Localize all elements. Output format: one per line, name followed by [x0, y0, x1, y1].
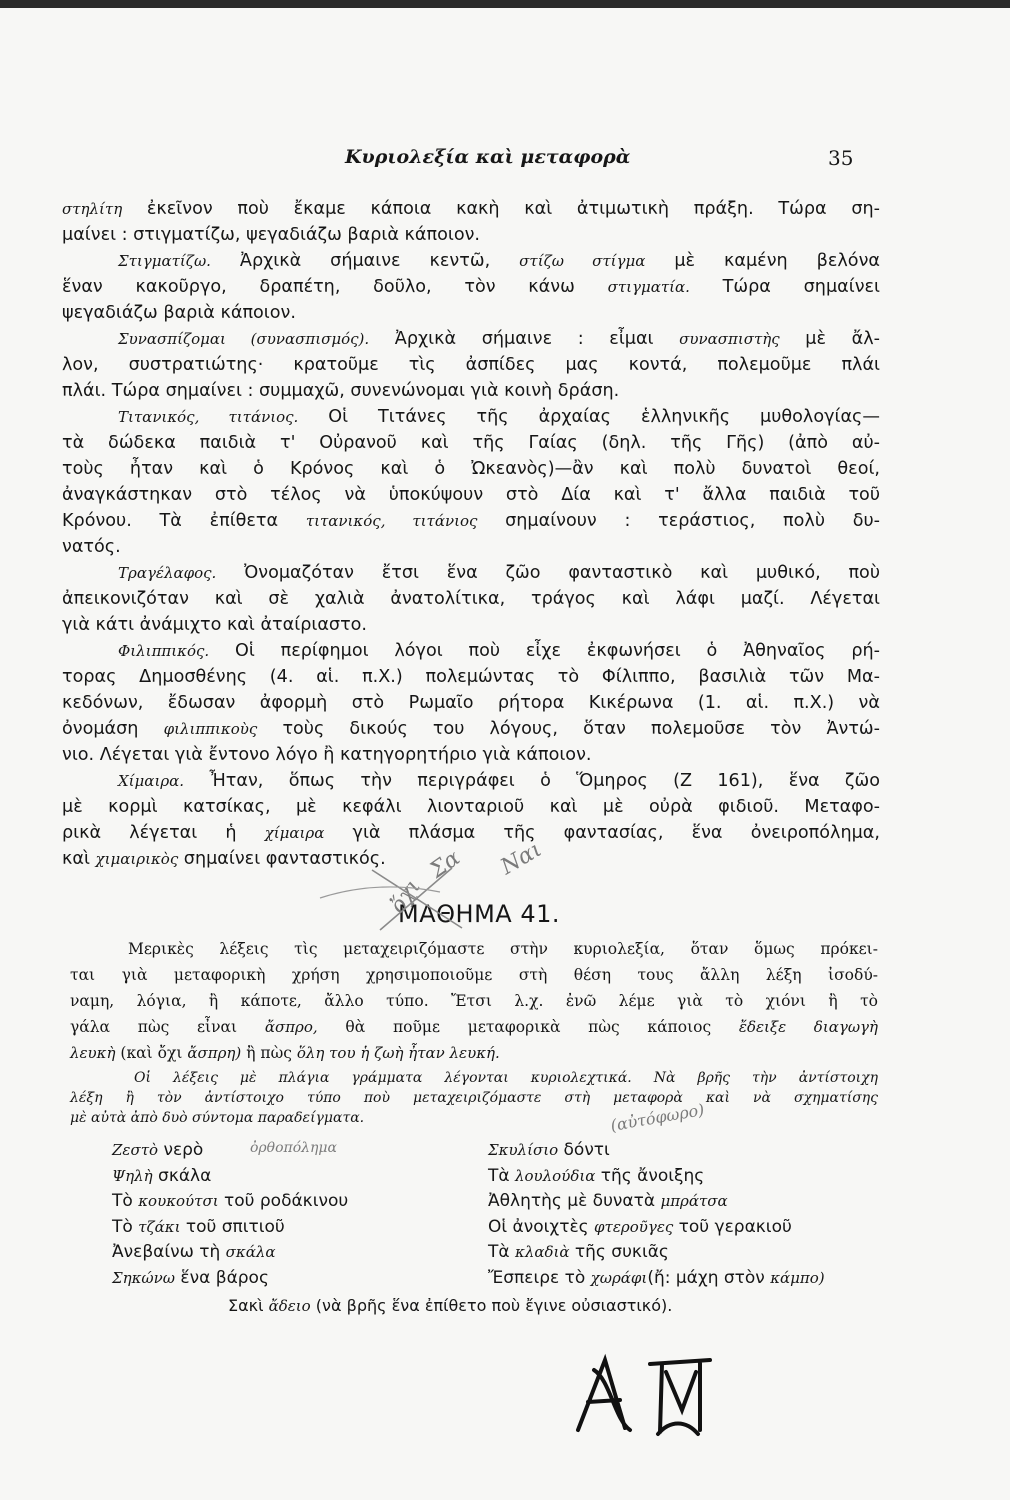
text-run: τὰ δώδεκα παιδιὰ τ' Οὐρανοῦ καὶ τῆς Γαίας (δηλ. τῆς Γῆς) (ἀπὸ αὐ- — [62, 433, 880, 453]
italic-term: Συνασπίζομαι (συνασπισμός). — [118, 330, 370, 348]
text-run: κεδόνων, ἔδωσαν ἀφορμὴ στὸ Ρωμαῖο ρήτορα Κικέρωνα (1. αἱ. π.Χ.) νὰ — [62, 693, 880, 713]
text-line — [62, 352, 880, 378]
pencil-margin-word: ὄχι — [385, 874, 426, 919]
text-line — [62, 560, 880, 586]
text-line — [62, 534, 880, 560]
pencil-mark-right: Ναι — [496, 836, 547, 881]
text-line — [62, 274, 880, 300]
example-left-item — [112, 1266, 269, 1290]
text-run: ἕναν κακοῦργο, δραπέτη, δοῦλο, τὸν κάνω — [62, 277, 608, 297]
text-run: Τὰ — [488, 1165, 515, 1186]
text-run: καὶ — [62, 849, 96, 869]
pencil-annotation-left: ὀρθοπόλημα — [250, 1140, 337, 1156]
text-line — [62, 794, 880, 820]
italic-term: στιγματία. — [607, 278, 690, 296]
paragraph — [62, 638, 880, 768]
italic-term: κουκούτσι — [138, 1192, 219, 1210]
example-right-item — [488, 1164, 704, 1188]
text-run: ἐκεῖνον ποὺ ἔκαμε κάποια κακὴ καὶ ἀτιμωτικὴ πράξη. Τώρα ση- — [122, 199, 880, 219]
text-run: Μερικὲς λέξεις τὶς μεταχειριζόμαστε στὴν κυριολεξία, ὅταν ὅμως πρόκει- — [128, 940, 878, 958]
text-line — [62, 716, 880, 742]
text-line — [62, 196, 880, 222]
text-run: Ἀρχικὰ σήμαινε κεντῶ, — [210, 251, 520, 271]
italic-term: φτεροῦγες — [594, 1217, 674, 1236]
text-run: τορας Δημοσθένης (4. αἱ. π.Χ.) πολεμώντας τὸ Φίλιππο, βασιλιὰ τῶν Μα- — [62, 667, 880, 687]
page-top-edge — [0, 0, 1010, 8]
text-line — [62, 768, 880, 794]
text-run: Τώρα σημαίνει — [689, 277, 880, 297]
paragraph — [62, 560, 880, 638]
text-run: τοῦ σπιτιοῦ — [180, 1216, 285, 1237]
example-right-item — [488, 1138, 610, 1162]
instruction-line: λέξη ἢ τὸν ἀντίστοιχο τύπο ποὺ μεταχειριζόμαστε στὴ μεταφορὰ καὶ νὰ σχηματίσης — [70, 1090, 878, 1106]
text-line — [62, 404, 880, 430]
text-line — [70, 1014, 878, 1040]
text-run: τοῦ γερακιοῦ — [673, 1216, 792, 1237]
text-run: μαίνει : στιγματίζω, ψεγαδιάζω βαριὰ κάποιον. — [62, 225, 481, 245]
text-line — [62, 378, 880, 404]
italic-term: τζάκι — [138, 1217, 181, 1236]
body-text — [62, 196, 880, 872]
italic-term: ἄσπρη) — [187, 1044, 242, 1062]
text-run: σημαίνει φανταστικός. — [178, 849, 386, 869]
text-run: ἢ πὼς — [241, 1044, 297, 1062]
text-run: Οἱ Τιτάνες τῆς ἀρχαίας ἑλληνικῆς μυθολογίας— — [298, 407, 880, 427]
text-run: Τὸ — [112, 1216, 139, 1237]
text-run: μὲ κορμὶ κατσίκας, μὲ κεφάλι λιονταριοῦ καὶ μὲ οὐρὰ φιδιοῦ. Μεταφο- — [62, 797, 880, 817]
text-run: (νὰ βρῆς ἕνα ἐπίθετο ποὺ ἔγινε οὐσιαστικό). — [310, 1296, 673, 1315]
text-run: λον, συστρατιώτης· κρατοῦμε τὶς ἀσπίδες μας κοντά, πολεμοῦμε πλάι — [62, 355, 880, 375]
exercise-instructions — [70, 1068, 878, 1128]
text-run: νερὸ — [158, 1140, 204, 1160]
example-left-item — [112, 1215, 285, 1239]
text-line — [70, 962, 878, 988]
text-line — [62, 612, 880, 638]
text-run: Ὀνομαζόταν ἔτσι ἕνα ζῶο φανταστικὸ καὶ μυθικό, ποὺ — [216, 563, 880, 583]
text-run: πλάι. Τώρα σημαίνει : συμμαχῶ, συνενώνομαι γιὰ κοινὴ δράση. — [62, 381, 620, 401]
text-run: Τὰ — [488, 1242, 515, 1262]
page-number: 35 — [828, 146, 854, 170]
text-run: ὀνομάση — [62, 719, 164, 739]
text-run: ρικὰ λέγεται ἡ — [62, 823, 265, 843]
running-title: Κυριολεξία καὶ μεταφορὰ — [345, 146, 631, 168]
italic-term: στίζω στίγμα — [519, 252, 646, 270]
text-line — [62, 222, 880, 248]
text-line — [70, 1040, 878, 1066]
italic-term: Στιγματίζω. — [118, 252, 211, 270]
text-run: (καὶ ὄχι — [115, 1044, 188, 1062]
text-run: γιὰ κάτι ἀνάμιχτο καὶ ἀταίριαστο. — [62, 615, 368, 635]
text-line — [62, 846, 880, 872]
example-left-item — [112, 1189, 348, 1213]
text-run: ναμη, λόγια, ἢ κάποτε, ἄλλο τύπο. Ἔτσι λ.χ. ἐνῶ λέμε γιὰ τὸ χιόνι ἢ τὸ — [70, 992, 878, 1010]
paragraph — [62, 768, 880, 872]
example-left-item — [112, 1164, 211, 1188]
text-run: (ἤ: μάχη στὸν — [647, 1267, 771, 1288]
text-run: σημαίνουν : τεράστιος, πολὺ δυ- — [477, 511, 881, 531]
example-right-item — [488, 1266, 825, 1290]
text-line — [62, 482, 880, 508]
text-line — [62, 586, 880, 612]
text-run: θὰ ποῦμε μεταφορικὰ πὼς κάποιος — [317, 1018, 739, 1036]
text-run: σκάλα — [152, 1165, 212, 1186]
paragraph — [62, 404, 880, 560]
italic-term: Ζεστὸ — [112, 1141, 159, 1159]
italic-term: κάμπο) — [770, 1268, 825, 1287]
text-line — [70, 988, 878, 1014]
lesson-intro — [70, 936, 878, 1066]
paragraph — [62, 196, 880, 248]
example-right-item — [488, 1189, 728, 1213]
italic-term: χωράφι — [590, 1268, 648, 1287]
example-left-item — [112, 1138, 203, 1162]
text-run: ἀναγκάστηκαν στὸ τέλος νὰ ὑποκύψουν στὸ Δία καὶ τ' ἄλλα παιδιὰ τοῦ — [62, 485, 880, 505]
text-run: τῆς ἄνοιξης — [595, 1165, 705, 1186]
text-run: Ἀνεβαίνω τὴ — [112, 1242, 226, 1262]
instruction-line: Οἱ λέξεις μὲ πλάγια γράμματα λέγονται κυριολεχτικά. Νὰ βρῆς τὴν ἀντίστοιχη — [134, 1070, 878, 1086]
italic-term: Σκυλίσιο — [488, 1141, 559, 1159]
text-line — [70, 936, 878, 962]
text-run: τοὺς δικούς του λόγους, ὅταν πολεμοῦσε τὸν Ἀντώ- — [257, 719, 880, 739]
text-line — [62, 690, 880, 716]
text-line — [62, 742, 880, 768]
text-run: Οἱ ἀνοιχτὲς — [488, 1216, 595, 1237]
example-right-item — [488, 1240, 669, 1264]
italic-term: τιτανικός, τιτάνιος — [305, 512, 478, 530]
text-run: Ἀθλητὴς μὲ δυνατὰ — [488, 1191, 661, 1211]
italic-term: Τραγέλαφος. — [118, 564, 217, 582]
example-right-item — [488, 1215, 792, 1239]
text-run: ἕνα βάρος — [175, 1267, 269, 1288]
italic-term: συνασπιστὴς — [679, 330, 780, 348]
text-run: Σακὶ — [228, 1296, 269, 1315]
italic-term: χίμαιρα — [264, 824, 325, 842]
italic-term: ἄδειο — [268, 1297, 311, 1315]
text-run: μὲ ἄλ- — [779, 329, 881, 349]
italic-term: Ψηλὴ — [112, 1166, 153, 1185]
text-run: ἀπεικονιζόταν καὶ σὲ χαλιὰ ἀνατολίτικα, τράγος καὶ λάφι μαζί. Λέγεται — [62, 589, 880, 609]
text-run: Ἀρχικὰ σήμαινε : εἶμαι — [369, 329, 680, 349]
paragraph — [62, 326, 880, 404]
text-run: Κρόνου. Τὰ ἐπίθετα — [62, 511, 306, 531]
text-run: νατός. — [62, 537, 121, 557]
text-run: ται γιὰ μεταφορικὴ χρήση χρησιμοποιοῦμε στὴ θέση τους ἄλλη λέξη ἰσοδύ- — [70, 966, 878, 984]
text-line — [62, 300, 880, 326]
text-run: γάλα πὼς εἶναι — [70, 1018, 265, 1036]
italic-term: Σηκώνω — [112, 1268, 176, 1287]
text-line — [62, 248, 880, 274]
italic-term: λευκὴ — [70, 1044, 116, 1062]
italic-term: κλαδιὰ — [515, 1243, 570, 1261]
text-run: Τὸ — [112, 1191, 139, 1211]
text-line — [62, 508, 880, 534]
text-line — [62, 456, 880, 482]
page-header — [0, 146, 1010, 176]
text-run: τῆς συκιᾶς — [569, 1242, 669, 1262]
text-run: μὲ καμένη βελόνα — [645, 251, 880, 271]
example-left-item — [112, 1240, 276, 1264]
pencil-mark-left: Σα — [425, 845, 465, 884]
text-run: γιὰ πλάσμα τῆς φαντασίας, ἕνα ὀνειροπόλημα, — [324, 823, 880, 843]
text-line — [62, 430, 880, 456]
italic-term: Φιλιππικός. — [118, 642, 210, 660]
italic-term: ἄσπρο, — [264, 1018, 318, 1036]
instruction-line: μὲ αὐτὰ ἀπὸ δυὸ σύντομα παραδείγματα. — [70, 1110, 365, 1126]
lesson-title: ΜΑΘΗΜΑ 41. — [398, 900, 560, 928]
italic-term: Χίμαιρα. — [118, 772, 185, 790]
closing-line — [228, 1296, 672, 1315]
italic-term: φιλιππικοὺς — [163, 720, 258, 738]
italic-term: σκάλα — [225, 1243, 276, 1261]
italic-term: στηλίτη — [62, 200, 123, 218]
text-run: Ἔσπειρε τὸ — [488, 1267, 591, 1288]
text-run: τοῦ ροδάκινου — [218, 1191, 349, 1211]
pencil-annotation-right: (αὐτόφωρο) — [609, 1099, 706, 1136]
text-run: ψεγαδιάζω βαριὰ κάποιον. — [62, 303, 296, 323]
text-run: νιο. Λέγεται γιὰ ἔντονο λόγο ἢ κατηγορητήριο γιὰ κάποιον. — [62, 745, 592, 765]
italic-term: Τιτανικός, τιτάνιος. — [118, 408, 299, 426]
text-line — [62, 638, 880, 664]
paragraph — [62, 248, 880, 326]
text-line — [62, 326, 880, 352]
italic-term: λουλούδια — [515, 1166, 596, 1185]
signature — [570, 1350, 740, 1440]
text-run: Ἦταν, ὅπως τὴν περιγράφει ὁ Ὅμηρος (Ζ 161), ἕνα ζῶο — [184, 771, 880, 791]
text-run: Οἱ περίφημοι λόγοι ποὺ εἶχε ἐκφωνήσει ὁ Ἀθηναῖος ρή- — [209, 641, 880, 661]
text-run: δόντι — [558, 1140, 610, 1160]
italic-term: ἔδειξε διαγωγὴ — [738, 1018, 878, 1036]
text-run: τοὺς ἦταν καὶ ὁ Κρόνος καὶ ὁ Ὠκεανὸς)—ἂν καὶ πολὺ δυνατοὶ θεοί, — [62, 459, 880, 479]
italic-term: ὅλη του ἡ ζωὴ ἦταν λευκή. — [296, 1044, 500, 1062]
italic-term: χιμαιρικὸς — [95, 850, 179, 868]
text-line — [62, 820, 880, 846]
text-line — [62, 664, 880, 690]
italic-term: μπράτσα — [660, 1192, 728, 1210]
